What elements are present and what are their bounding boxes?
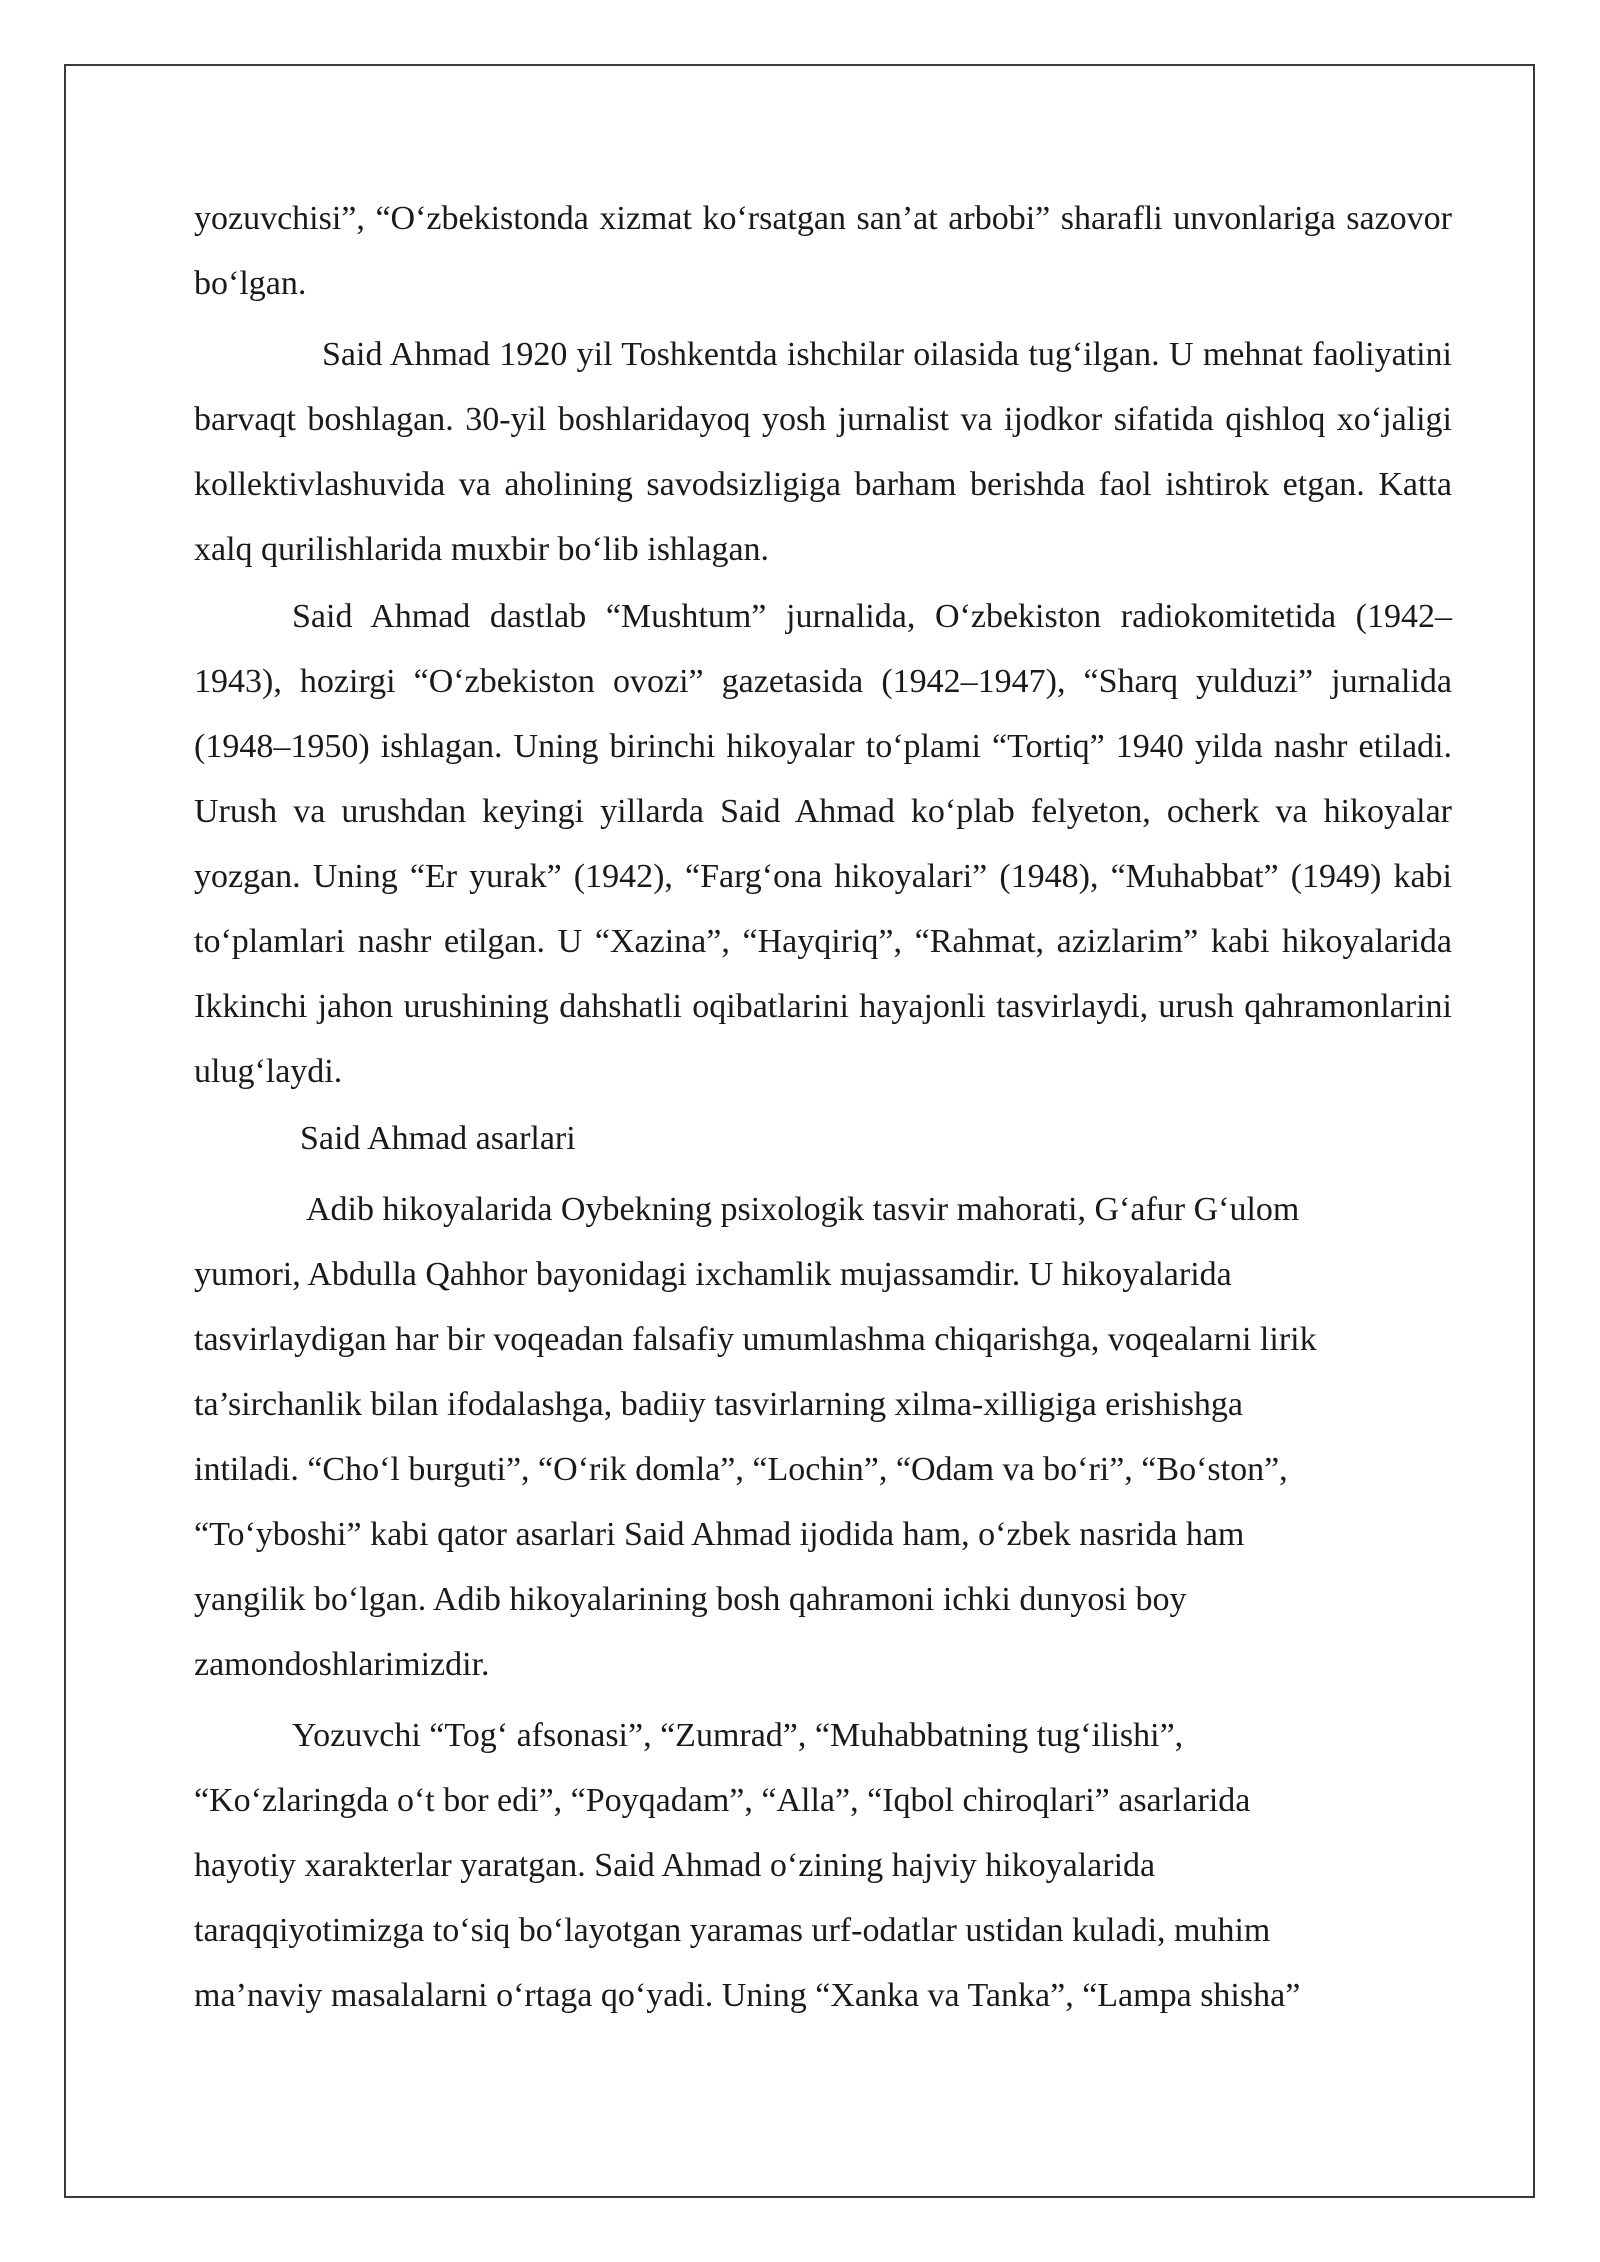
- paragraph-works: [194, 1177, 1452, 1697]
- satire-line: “Ko‘zlaringda o‘t bor edi”, “Poyqadam”, “Alla”, “Iqbol chiroqlari” asarlarida: [194, 1782, 1251, 1819]
- paragraph-biography: Said Ahmad 1920 yil Toshkentda ishchilar oilasida tug‘ilgan. U mehnat faoliyatini barvaqt boshlagan. 30-yil boshlaridayoq yosh jurnalist va ijodkor sifatida qishloq xo‘jaligi kollektivlashuvida va aholining savodsizligiga barham berishda faol ishtirok etgan. Katta xalq qurilishlarida muxbir bo‘lib ishlagan.: [194, 336, 1452, 568]
- document-body: [194, 186, 1452, 2028]
- paragraph-intro-tail: yozuvchisi”, “O‘zbekistonda xizmat ko‘rsatgan san’at arbobi” sharafli unvonlariga sazovor bo‘lgan.: [194, 200, 1452, 302]
- satire-line: hayotiy xarakterlar yaratgan. Said Ahmad o‘zining hajviy hikoyalarida: [194, 1847, 1156, 1884]
- works-line: tasvirlaydigan har bir voqeadan falsafiy umumlashma chiqarishga, voqealarni lirik: [194, 1321, 1317, 1358]
- works-line: yangilik bo‘lgan. Adib hikoyalarining bosh qahramoni ichki dunyosi boy: [194, 1581, 1187, 1618]
- satire-line: Yozuvchi “Tog‘ afsonasi”, “Zumrad”, “Muhabbatning tug‘ilishi”,: [292, 1717, 1184, 1754]
- works-line: ta’sirchanlik bilan ifodalashga, badiiy tasvirlarning xilma-xilligiga erishishga: [194, 1386, 1244, 1423]
- satire-line: taraqqiyotimizga to‘siq bo‘layotgan yaramas urf-odatlar ustidan kuladi, muhim: [194, 1912, 1271, 1949]
- paragraph-career: Said Ahmad dastlab “Mushtum” jurnalida, O‘zbekiston radiokomitetida (1942– 1943), hozirgi “O‘zbekiston ovozi” gazetasida (1942–1947), “Sharq yulduzi” jurnalida (1948–1950) ishlagan. Uning birinchi hikoyalar to‘plami “Tortiq” 1940 yilda nashr etiladi. Urush va urushdan keyingi yillarda Said Ahmad ko‘plab felyeton, ocherk va hikoyalar yozgan. Uning “Er yurak” (1942), “Farg‘ona hikoyalari” (1948), “Muhabbat” (1949) kabi to‘plamlari nashr etilgan. U “Xazina”, “Hayqiriq”, “Rahmat, azizlarim” kabi hikoyalarida Ikkinchi jahon urushining dahshatli oqibatlarini hayajonli tasvirlaydi, urush qahramonlarini ulug‘laydi.: [194, 598, 1452, 1090]
- works-line: Adib hikoyalarida Oybekning psixologik tasvir mahorati, G‘afur G‘ulom: [306, 1191, 1300, 1228]
- works-line: yumori, Abdulla Qahhor bayonidagi ixchamlik mujassamdir. U hikoyalarida: [194, 1256, 1232, 1293]
- section-heading: Said Ahmad asarlari: [300, 1120, 576, 1157]
- satire-line: ma’naviy masalalarni o‘rtaga qo‘yadi. Uning “Xanka va Tanka”, “Lampa shisha”: [194, 1977, 1301, 2014]
- works-line: intiladi. “Cho‘l burguti”, “O‘rik domla”, “Lochin”, “Odam va bo‘ri”, “Bo‘ston”,: [194, 1451, 1288, 1488]
- works-line: zamondoshlarimizdir.: [194, 1646, 490, 1683]
- paragraph-satire: [194, 1703, 1452, 2028]
- works-line: “To‘yboshi” kabi qator asarlari Said Ahmad ijodida ham, o‘zbek nasrida ham: [194, 1516, 1245, 1553]
